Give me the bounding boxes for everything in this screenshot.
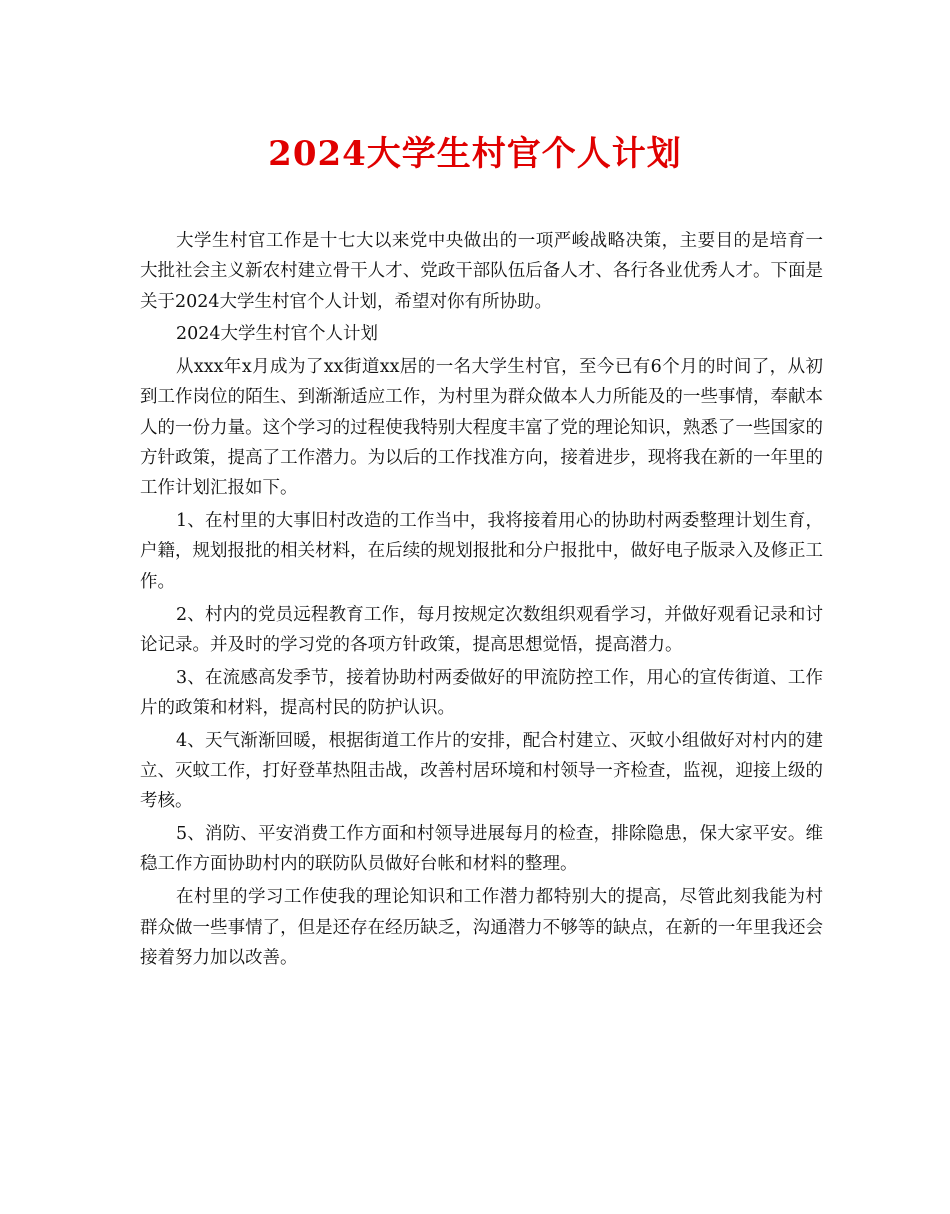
paragraph-overview: 从xxx年x月成为了xx街道xx居的一名大学生村官，至今已有6个月的时间了，从初到工作岗位的陌生、到渐渐适应工作，为村里为群众做本人力所能及的一些事情，奉献本人的一份力量。这个学习的过程使我特别大程度丰富了党的理论知识，熟悉了一些国家的方针政策，提高了工作潜力。为以后的工作找准方向，接着进步，现将我在新的一年里的工作计划汇报如下。 [140,357,823,499]
paragraph-item-1: 1、在村里的大事旧村改造的工作当中，我将接着用心的协助村两委整理计划生育，户籍，规划报批的相关材料，在后续的规划报批和分户报批中，做好电子版录入及修正工作。 [140,511,823,592]
paragraph-subtitle: 2024大学生村官个人计划 [176,324,379,345]
paragraph-item-5: 5、消防、平安消费工作方面和村领导进展每月的检查，排除隐患，保大家平安。维稳工作方面协助村内的联防队员做好台帐和材料的整理。 [140,824,823,875]
paragraph-item-2: 2、村内的党员远程教育工作，每月按规定次数组织观看学习，并做好观看记录和讨论记录。并及时的学习党的各项方针政策，提高思想觉悟，提高潜力。 [140,604,823,655]
paragraph-intro: 大学生村官工作是十七大以来党中央做出的一项严峻战略决策，主要目的是培育一大批社会主义新农村建立骨干人才、党政干部队伍后备人才、各行各业优秀人才。下面是关于2024大学生村官个人计划，希望对你有所协助。 [140,231,823,312]
paragraph-conclusion: 在村里的学习工作使我的理论知识和工作潜力都特别大的提高，尽管此刻我能为村群众做一些事情了，但是还存在经历缺乏，沟通潜力不够等的缺点，在新的一年里我还会接着努力加以改善。 [140,887,823,968]
paragraph-item-4: 4、天气渐渐回暖，根据街道工作片的安排，配合村建立、灭蚊小组做好对村内的建立、灭蚊工作，打好登革热阻击战，改善村居环境和村领导一齐检查，监视，迎接上级的考核。 [140,730,823,812]
paragraph-item-3: 3、在流感高发季节，接着协助村两委做好的甲流防控工作，用心的宣传街道、工作片的政策和材料，提高村民的防护认识。 [140,667,823,718]
document-title: 2024大学生村官个人计划 [268,134,682,174]
document-body [140,226,823,976]
